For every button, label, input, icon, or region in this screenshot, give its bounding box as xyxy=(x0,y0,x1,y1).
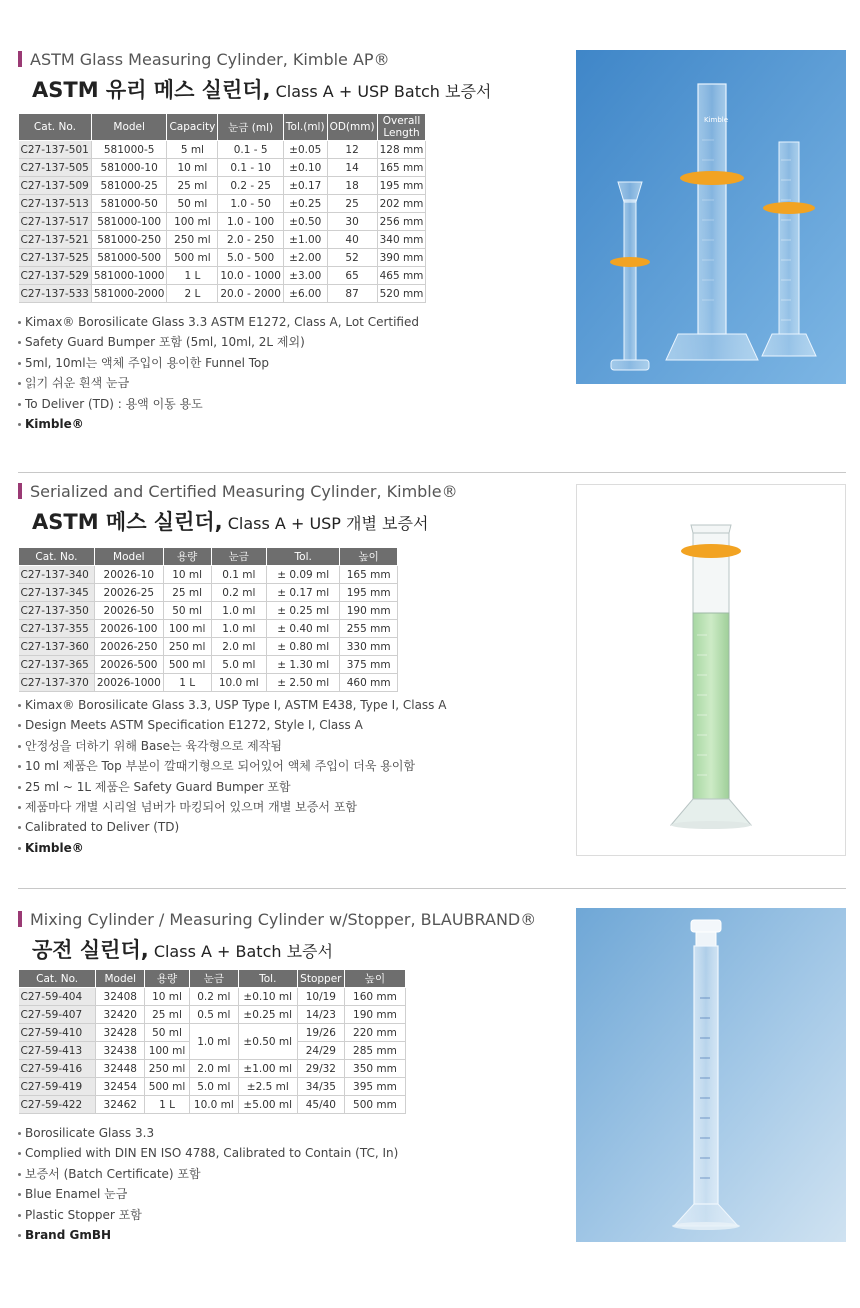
table-cell: ±2.5 ml xyxy=(238,1078,297,1096)
table-cell: 50 ml xyxy=(145,1024,190,1042)
col-header: OD(mm) xyxy=(327,114,377,141)
table-cell: 100 ml xyxy=(145,1042,190,1060)
col-header: Tol. xyxy=(267,548,340,566)
table-row xyxy=(19,1006,406,1024)
section3-title-ko: 공전 실린더, Class A + Batch 보증서 xyxy=(32,938,333,962)
table-cell: 20.0 - 2000 xyxy=(218,285,284,303)
feature-item: 25 ml ~ 1L 제품은 Safety Guard Bumper 포함 xyxy=(18,777,446,797)
table-cell: 32462 xyxy=(96,1096,145,1114)
table-cell: ±5.00 ml xyxy=(238,1096,297,1114)
feature-item: Complied with DIN EN ISO 4788, Calibrated to Contain (TC, In) xyxy=(18,1143,398,1163)
table-cell: 0.2 ml xyxy=(189,988,238,1006)
table-cell: 0.5 ml xyxy=(189,1006,238,1024)
table-row xyxy=(19,231,426,249)
col-header: 눈금 xyxy=(189,970,238,988)
table-cell: 5.0 ml xyxy=(189,1078,238,1096)
table-cell: C27-137-505 xyxy=(19,159,92,177)
table-cell: 165 mm xyxy=(377,159,426,177)
col-header: Stopper xyxy=(297,970,344,988)
table-cell: 1 L xyxy=(163,674,211,692)
table-cell: 12 xyxy=(327,141,377,159)
table-cell: 195 mm xyxy=(377,177,426,195)
table-cell: ±0.17 xyxy=(283,177,327,195)
col-header: 높이 xyxy=(340,548,398,566)
table-cell: 581000-1000 xyxy=(91,267,167,285)
section1-feature-list xyxy=(18,312,419,434)
feature-item: Design Meets ASTM Specification E1272, Style I, Class A xyxy=(18,715,446,735)
table-cell: 1.0 - 50 xyxy=(218,195,284,213)
section3-feature-list xyxy=(18,1123,398,1245)
table-cell: 45/40 xyxy=(297,1096,344,1114)
table-cell: 500 ml xyxy=(163,656,211,674)
feature-item: To Deliver (TD) : 용액 이동 용도 xyxy=(18,394,419,414)
table-cell: 18 xyxy=(327,177,377,195)
col-header: Model xyxy=(91,114,167,141)
table-cell: ±0.25 ml xyxy=(238,1006,297,1024)
table-cell: 1.0 ml xyxy=(211,620,267,638)
feature-item: Kimax® Borosilicate Glass 3.3 ASTM E1272, Class A, Lot Certified xyxy=(18,312,419,332)
col-header: 높이 xyxy=(344,970,405,988)
table-row xyxy=(19,1060,406,1078)
kimble-label: Kimble xyxy=(704,116,729,124)
table-row xyxy=(19,584,398,602)
table-cell: 32408 xyxy=(96,988,145,1006)
feature-item: 5ml, 10ml는 액체 주입이 용이한 Funnel Top xyxy=(18,353,419,373)
table-cell: ± 0.25 ml xyxy=(267,602,340,620)
table-cell: 460 mm xyxy=(340,674,398,692)
table-cell: 581000-100 xyxy=(91,213,167,231)
section-blaubrand-stopper xyxy=(0,896,860,1296)
col-header: Capacity xyxy=(167,114,218,141)
table-cell: C27-137-521 xyxy=(19,231,92,249)
table-cell: C27-137-350 xyxy=(19,602,95,620)
table-cell: 581000-250 xyxy=(91,231,167,249)
table-cell: 190 mm xyxy=(340,602,398,620)
table-cell: 581000-25 xyxy=(91,177,167,195)
table-cell: 20026-10 xyxy=(94,566,163,584)
table-row xyxy=(19,638,398,656)
table-cell: 285 mm xyxy=(344,1042,405,1060)
col-header: Cat. No. xyxy=(19,548,95,566)
table-cell: 5.0 ml xyxy=(211,656,267,674)
table-cell: 0.2 - 25 xyxy=(218,177,284,195)
section1-spec-table xyxy=(18,113,426,303)
feature-item: 읽기 쉬운 흰색 눈금 xyxy=(18,373,419,393)
table-cell: 190 mm xyxy=(344,1006,405,1024)
table-cell: 20026-1000 xyxy=(94,674,163,692)
table-cell: ± 0.80 ml xyxy=(267,638,340,656)
table-cell: C27-137-517 xyxy=(19,213,92,231)
table-row xyxy=(19,656,398,674)
table-cell: 32438 xyxy=(96,1042,145,1060)
table-cell: 19/26 xyxy=(297,1024,344,1042)
table-cell: 20026-25 xyxy=(94,584,163,602)
table-cell: 1.0 - 100 xyxy=(218,213,284,231)
col-header: 눈금 (ml) xyxy=(218,114,284,141)
section3-spec-table xyxy=(18,969,406,1114)
feature-item: Calibrated to Deliver (TD) xyxy=(18,817,446,837)
table-cell: 40 xyxy=(327,231,377,249)
table-cell: C27-137-340 xyxy=(19,566,95,584)
table-cell: 395 mm xyxy=(344,1078,405,1096)
table-cell: 20026-250 xyxy=(94,638,163,656)
table-cell: 10 ml xyxy=(163,566,211,584)
table-cell: 0.1 - 5 xyxy=(218,141,284,159)
table-cell: 65 xyxy=(327,267,377,285)
table-cell: 50 ml xyxy=(163,602,211,620)
table-cell: C27-137-345 xyxy=(19,584,95,602)
table-cell: ± 2.50 ml xyxy=(267,674,340,692)
table-cell: C27-59-422 xyxy=(19,1096,96,1114)
kimble-ap-cylinders-photo xyxy=(576,50,846,384)
table-cell: 1 L xyxy=(167,267,218,285)
table-row xyxy=(19,249,426,267)
table-cell: C27-137-360 xyxy=(19,638,95,656)
table-cell: ± 0.17 ml xyxy=(267,584,340,602)
table-cell: 1.0 ml xyxy=(189,1024,238,1060)
table-cell: 20026-100 xyxy=(94,620,163,638)
table-cell: 250 ml xyxy=(145,1060,190,1078)
table-cell: C27-59-404 xyxy=(19,988,96,1006)
col-header: Model xyxy=(96,970,145,988)
table-cell: 1.0 ml xyxy=(211,602,267,620)
table-cell: C27-137-501 xyxy=(19,141,92,159)
table-cell: 25 ml xyxy=(145,1006,190,1024)
table-row xyxy=(19,195,426,213)
table-cell: 255 mm xyxy=(340,620,398,638)
table-cell: 465 mm xyxy=(377,267,426,285)
col-header: Model xyxy=(94,548,163,566)
table-cell: 5.0 - 500 xyxy=(218,249,284,267)
blaubrand-cylinder-photo xyxy=(576,908,846,1242)
table-cell: 250 ml xyxy=(167,231,218,249)
table-cell: 100 ml xyxy=(167,213,218,231)
table-cell: 87 xyxy=(327,285,377,303)
table-cell: 30 xyxy=(327,213,377,231)
col-header: Cat. No. xyxy=(19,114,92,141)
table-cell: 5 ml xyxy=(167,141,218,159)
brand-item: Kimble® xyxy=(18,414,419,434)
table-cell: 32454 xyxy=(96,1078,145,1096)
table-cell: ±0.05 xyxy=(283,141,327,159)
table-row xyxy=(19,566,398,584)
feature-item: 10 ml 제품은 Top 부분이 깔때기형으로 되어있어 액체 주입이 더욱 용이함 xyxy=(18,756,446,776)
serialized-cylinder-photo xyxy=(576,484,846,856)
table-cell: 581000-5 xyxy=(91,141,167,159)
table-cell: ±0.10 xyxy=(283,159,327,177)
table-cell: 0.1 - 10 xyxy=(218,159,284,177)
table-cell: C27-59-413 xyxy=(19,1042,96,1060)
table-cell: 250 ml xyxy=(163,638,211,656)
col-header: Overall Length xyxy=(377,114,426,141)
table-cell: 330 mm xyxy=(340,638,398,656)
feature-item: 보증서 (Batch Certificate) 포함 xyxy=(18,1164,398,1184)
col-header: Tol. xyxy=(238,970,297,988)
feature-item: Plastic Stopper 포함 xyxy=(18,1205,398,1225)
table-cell: 100 ml xyxy=(163,620,211,638)
table-cell: 500 ml xyxy=(145,1078,190,1096)
section1-title-ko: ASTM 유리 메스 실린더, Class A + USP Batch 보증서 xyxy=(32,78,492,102)
table-row xyxy=(19,602,398,620)
table-cell: ±2.00 xyxy=(283,249,327,267)
table-row xyxy=(19,988,406,1006)
table-cell: 34/35 xyxy=(297,1078,344,1096)
table-cell: ± 0.09 ml xyxy=(267,566,340,584)
table-cell: 10/19 xyxy=(297,988,344,1006)
table-cell: C27-59-416 xyxy=(19,1060,96,1078)
feature-item: Safety Guard Bumper 포함 (5ml, 10ml, 2L 제외) xyxy=(18,332,419,352)
table-row xyxy=(19,177,426,195)
table-cell: C27-59-407 xyxy=(19,1006,96,1024)
table-row xyxy=(19,267,426,285)
table-cell: 24/29 xyxy=(297,1042,344,1060)
table-cell: 340 mm xyxy=(377,231,426,249)
table-cell: 14 xyxy=(327,159,377,177)
table-cell: 29/32 xyxy=(297,1060,344,1078)
table-cell: 32420 xyxy=(96,1006,145,1024)
table-cell: 202 mm xyxy=(377,195,426,213)
table-cell: 195 mm xyxy=(340,584,398,602)
brand-item: Brand GmBH xyxy=(18,1225,398,1245)
table-cell: C27-59-410 xyxy=(19,1024,96,1042)
table-cell: 2.0 ml xyxy=(211,638,267,656)
table-cell: 500 ml xyxy=(167,249,218,267)
table-cell: C27-137-533 xyxy=(19,285,92,303)
feature-item: Borosilicate Glass 3.3 xyxy=(18,1123,398,1143)
section-divider xyxy=(18,888,846,889)
feature-item: 제품마다 개별 시리얼 넘버가 마킹되어 있으며 개별 보증서 포함 xyxy=(18,797,446,817)
table-cell: C27-137-370 xyxy=(19,674,95,692)
table-row xyxy=(19,285,426,303)
table-cell: 20026-500 xyxy=(94,656,163,674)
table-row xyxy=(19,159,426,177)
accent-bar xyxy=(18,911,22,927)
table-cell: 0.1 ml xyxy=(211,566,267,584)
table-cell: ±1.00 ml xyxy=(238,1060,297,1078)
table-cell: 220 mm xyxy=(344,1024,405,1042)
section2-feature-list xyxy=(18,695,446,858)
feature-item: Blue Enamel 눈금 xyxy=(18,1184,398,1204)
table-cell: 32428 xyxy=(96,1024,145,1042)
table-cell: ±6.00 xyxy=(283,285,327,303)
table-cell: 256 mm xyxy=(377,213,426,231)
accent-bar xyxy=(18,483,22,499)
table-cell: ±3.00 xyxy=(283,267,327,285)
table-cell: ±0.50 ml xyxy=(238,1024,297,1060)
table-cell: 10 ml xyxy=(145,988,190,1006)
table-row xyxy=(19,141,426,159)
col-header: 용량 xyxy=(145,970,190,988)
section-astm-kimble-ap xyxy=(0,0,860,470)
col-header: Cat. No. xyxy=(19,970,96,988)
section-serialized-kimble xyxy=(0,474,860,874)
table-cell: 1 L xyxy=(145,1096,190,1114)
table-cell: 25 ml xyxy=(163,584,211,602)
table-cell: 350 mm xyxy=(344,1060,405,1078)
section2-title-ko: ASTM 메스 실린더, Class A + USP 개별 보증서 xyxy=(32,510,429,534)
table-cell: ±1.00 xyxy=(283,231,327,249)
table-cell: 52 xyxy=(327,249,377,267)
section2-title-en: Serialized and Certified Measuring Cylinder, Kimble® xyxy=(18,482,458,501)
brand-item: Kimble® xyxy=(18,838,446,858)
table-cell: 2 L xyxy=(167,285,218,303)
table-cell: C27-137-513 xyxy=(19,195,92,213)
table-cell: C27-137-529 xyxy=(19,267,92,285)
table-cell: 14/23 xyxy=(297,1006,344,1024)
table-cell: ±0.10 ml xyxy=(238,988,297,1006)
table-cell: C27-59-419 xyxy=(19,1078,96,1096)
table-cell: 128 mm xyxy=(377,141,426,159)
table-cell: 520 mm xyxy=(377,285,426,303)
table-cell: 581000-10 xyxy=(91,159,167,177)
table-cell: ± 0.40 ml xyxy=(267,620,340,638)
section1-title-en: ASTM Glass Measuring Cylinder, Kimble AP® xyxy=(18,50,390,69)
table-cell: 25 xyxy=(327,195,377,213)
col-header: 눈금 xyxy=(211,548,267,566)
table-cell: 500 mm xyxy=(344,1096,405,1114)
table-cell: 165 mm xyxy=(340,566,398,584)
table-cell: 10 ml xyxy=(167,159,218,177)
table-cell: 160 mm xyxy=(344,988,405,1006)
table-cell: 0.2 ml xyxy=(211,584,267,602)
table-cell: 20026-50 xyxy=(94,602,163,620)
section-divider xyxy=(18,472,846,473)
table-cell: 10.0 ml xyxy=(211,674,267,692)
table-cell: 25 ml xyxy=(167,177,218,195)
feature-item: Kimax® Borosilicate Glass 3.3, USP Type I, ASTM E438, Type I, Class A xyxy=(18,695,446,715)
table-cell: ± 1.30 ml xyxy=(267,656,340,674)
accent-bar xyxy=(18,51,22,67)
table-row xyxy=(19,620,398,638)
section3-title-en: Mixing Cylinder / Measuring Cylinder w/Stopper, BLAUBRAND® xyxy=(18,910,536,929)
table-cell: 581000-50 xyxy=(91,195,167,213)
table-row xyxy=(19,1078,406,1096)
table-cell: C27-137-525 xyxy=(19,249,92,267)
col-header: 용량 xyxy=(163,548,211,566)
table-cell: 375 mm xyxy=(340,656,398,674)
table-cell: 581000-500 xyxy=(91,249,167,267)
section2-spec-table xyxy=(18,547,398,692)
table-row xyxy=(19,1096,406,1114)
table-cell: 390 mm xyxy=(377,249,426,267)
table-cell: C27-137-355 xyxy=(19,620,95,638)
table-cell: 32448 xyxy=(96,1060,145,1078)
table-cell: C27-137-509 xyxy=(19,177,92,195)
feature-item: 안정성을 더하기 위해 Base는 육각형으로 제작됨 xyxy=(18,736,446,756)
table-cell: 10.0 ml xyxy=(189,1096,238,1114)
table-cell: 581000-2000 xyxy=(91,285,167,303)
table-cell: ±0.50 xyxy=(283,213,327,231)
table-row xyxy=(19,213,426,231)
col-header: Tol.(ml) xyxy=(283,114,327,141)
table-cell: 2.0 - 250 xyxy=(218,231,284,249)
table-cell: C27-137-365 xyxy=(19,656,95,674)
table-row xyxy=(19,674,398,692)
table-cell: 10.0 - 1000 xyxy=(218,267,284,285)
table-row xyxy=(19,1024,406,1042)
table-cell: ±0.25 xyxy=(283,195,327,213)
table-cell: 50 ml xyxy=(167,195,218,213)
table-cell: 2.0 ml xyxy=(189,1060,238,1078)
